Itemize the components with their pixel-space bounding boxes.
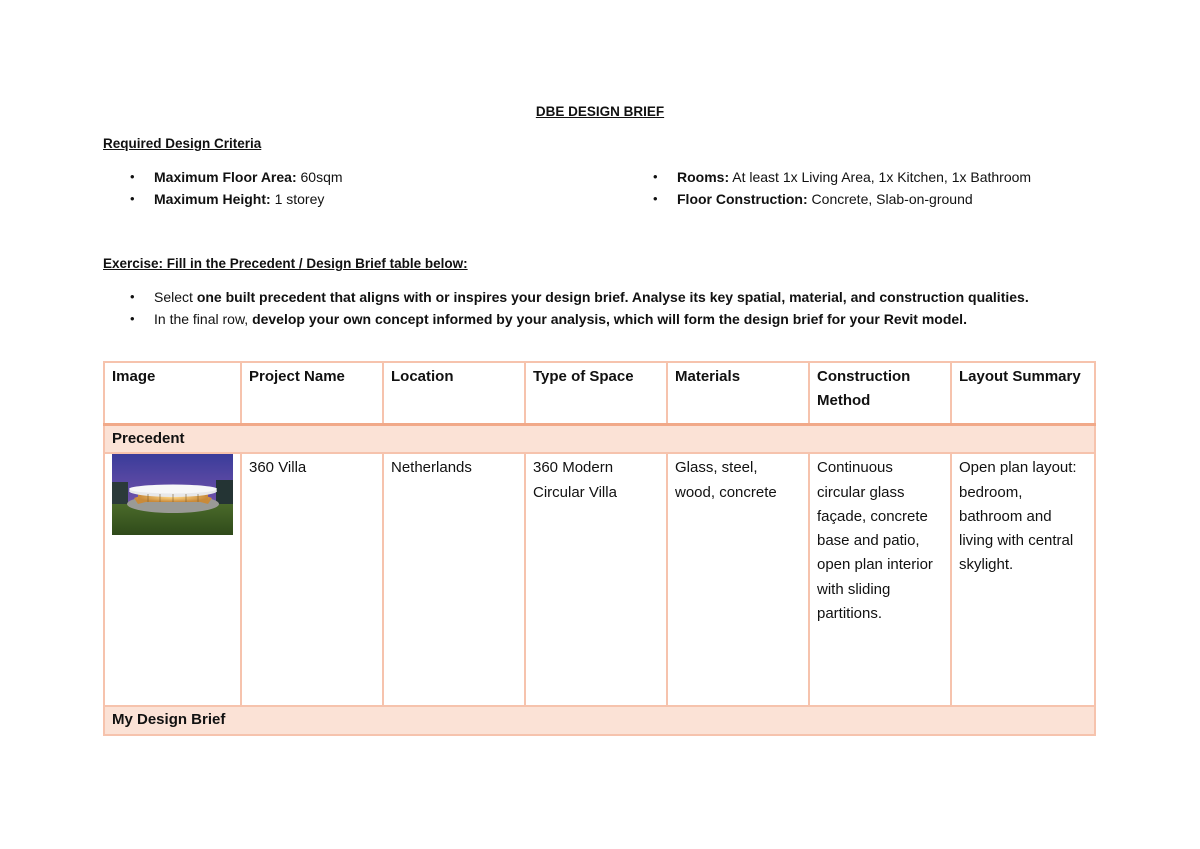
type-of-space-cell: 360 Modern Circular Villa [525,453,667,706]
table-header-row [104,362,1095,425]
bullet-icon: • [130,289,135,304]
location-cell: Netherlands [383,453,525,706]
criteria-value: At least 1x Living Area, 1x Kitchen, 1x Bathroom [729,169,1032,185]
exercise-bold: develop your own concept informed by your analysis, which will form the design brief for your Revit model. [252,311,967,327]
my-design-brief-label: My Design Brief [104,706,1095,734]
my-design-brief-row [104,706,1095,734]
criteria-label: Maximum Floor Area: [154,169,297,185]
bullet-icon: • [130,191,135,206]
bullet-icon: • [130,169,135,184]
bullet-icon: • [130,311,135,326]
criteria-item-height [130,191,325,207]
materials-cell: Glass, steel, wood, concrete [667,453,809,706]
bullet-icon: • [653,191,658,206]
criteria-label: Maximum Height: [154,191,271,207]
exercise-lead: In the final row, [154,311,253,327]
criteria-label: Floor Construction: [677,191,808,207]
precedent-table [103,361,1096,736]
criteria-item-floor-area [130,169,343,185]
header-type-of-space: Type of Space [525,362,667,425]
precedent-section-row [104,425,1095,454]
criteria-value: 1 storey [270,191,325,207]
precedent-image-cell [104,453,241,706]
criteria-item-floor-construction [653,191,973,207]
header-materials: Materials [667,362,809,425]
project-name-cell: 360 Villa [241,453,383,706]
criteria-item-rooms [653,169,1032,185]
construction-method-cell: Continuous circular glass façade, concrete base and patio, open plan interior with sliding partitions. [809,453,951,706]
header-layout-summary: Layout Summary [951,362,1095,425]
header-location: Location [383,362,525,425]
page-title: DBE DESIGN BRIEF [535,104,665,119]
bullet-icon: • [653,169,658,184]
exercise-heading: Exercise: Fill in the Precedent / Design Brief table below: [103,256,468,271]
table-row [104,453,1095,706]
header-construction-method: Construction Method [809,362,951,425]
precedent-label: Precedent [104,425,1095,454]
exercise-bold: one built precedent that aligns with or inspires your design brief. Analyse its key spatial, material, and construction qualities. [196,289,1029,305]
villa-photo [112,454,233,535]
exercise-item-precedent [130,289,1029,305]
criteria-label: Rooms: [677,169,730,185]
exercise-item-design-brief [130,311,967,327]
layout-summary-cell: Open plan layout: bedroom, bathroom and living with central skylight. [951,453,1095,706]
exercise-lead: Select [154,289,197,305]
header-image: Image [104,362,241,425]
header-project-name: Project Name [241,362,383,425]
criteria-value: Concrete, Slab-on-ground [807,191,973,207]
criteria-value: 60sqm [296,169,343,185]
criteria-heading: Required Design Criteria [103,136,262,151]
